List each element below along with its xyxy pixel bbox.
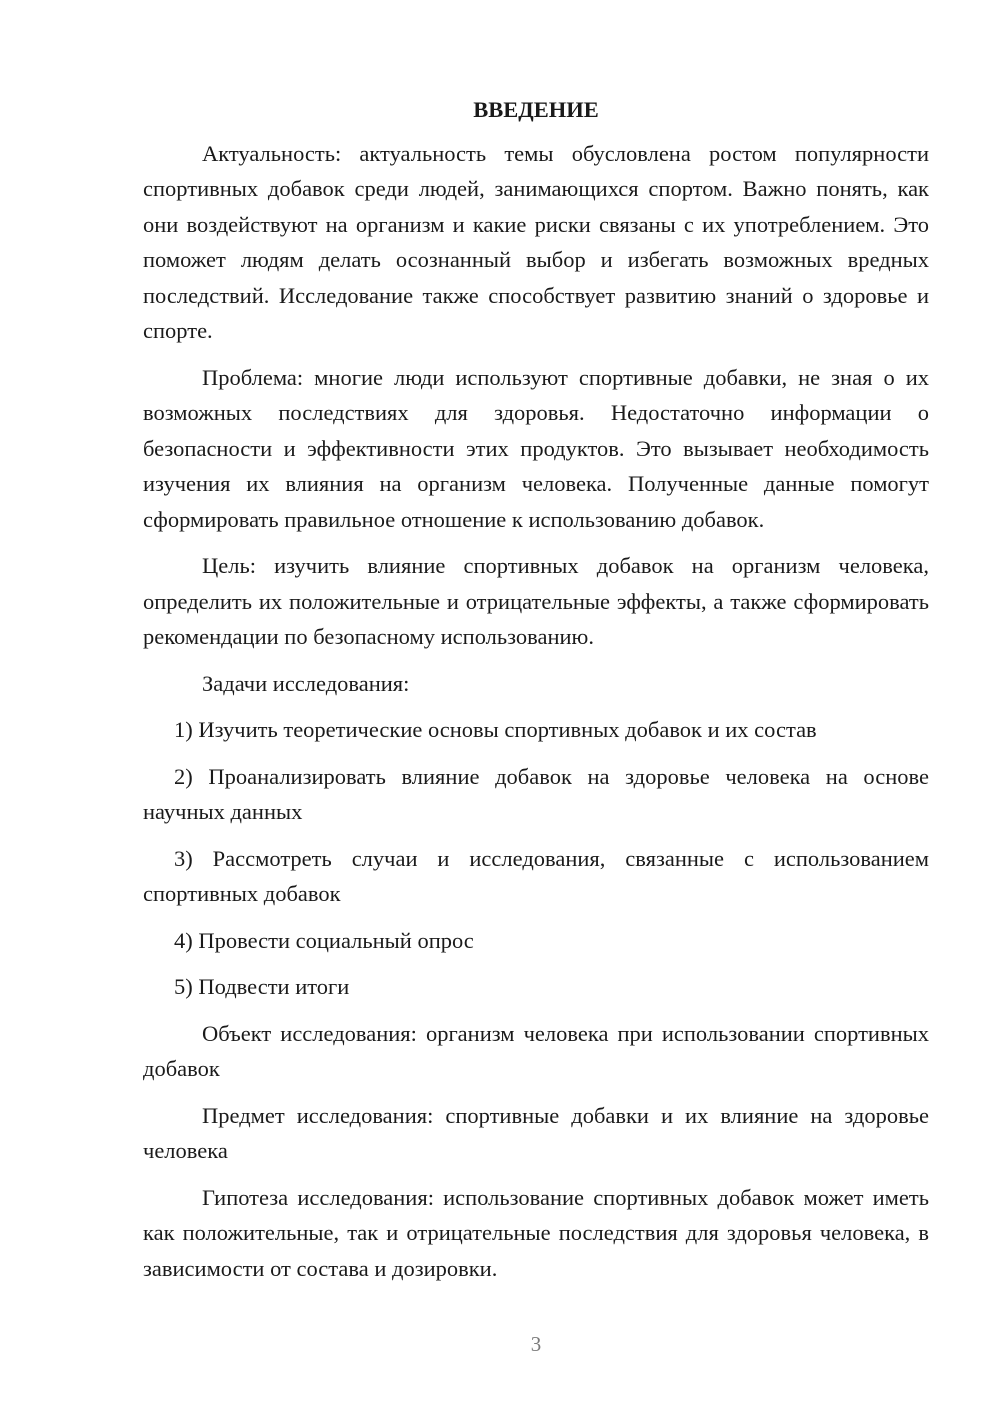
paragraph-tasks-heading: Задачи исследования:: [202, 670, 410, 696]
page-number: 3: [530, 1332, 542, 1356]
task-item-1: 1) Изучить теоретические основы спортивных добавок и их состав: [174, 717, 817, 742]
paragraph-problem: Проблема: многие люди используют спортивные добавки, не зная о их возможных последствиях для здоровья. Недостаточно информации о безопасности и эффективности этих продуктов. Это вызывает необходимость изучения их влияния на организм человека. Полученные данные помогут сформировать правильное отношение к использованию добавок.: [143, 364, 929, 532]
task-item-5: 5) Подвести итоги: [174, 974, 350, 999]
page-title: ВВЕДЕНИЕ: [473, 97, 599, 122]
paragraph-subject: Предмет исследования: спортивные добавки и их влияние на здоровье человека: [143, 1102, 929, 1163]
task-item-3: 3) Рассмотреть случаи и исследования, связанные с использованием спортивных добавок: [143, 845, 929, 906]
paragraph-object: Объект исследования: организм человека при использовании спортивных добавок: [143, 1020, 929, 1081]
page-content: [143, 92, 929, 1286]
paragraph-goal: Цель: изучить влияние спортивных добавок на организм человека, определить их положительные и отрицательные эффекты, а также сформировать рекомендации по безопасному использованию.: [143, 553, 929, 649]
task-item-4: 4) Провести социальный опрос: [174, 927, 474, 953]
paragraph-hypothesis: Гипотеза исследования: использование спортивных добавок может иметь как положительные, так и отрицательные последствия для здоровья человека, в зависимости от состава и дозировки.: [143, 1184, 929, 1281]
task-item-2: 2) Проанализировать влияние добавок на здоровье человека на основе научных данных: [143, 763, 929, 824]
paragraph-relevance: Актуальность: актуальность темы обусловлена ростом популярности спортивных добавок среди людей, занимающихся спортом. Важно понять, как они воздействуют на организм и какие риски связаны с их употреблением. Это поможет людям делать осознанный выбор и избегать возможных вредных последствий. Исследование также способствует развитию знаний о здоровье и спорте.: [143, 140, 929, 343]
